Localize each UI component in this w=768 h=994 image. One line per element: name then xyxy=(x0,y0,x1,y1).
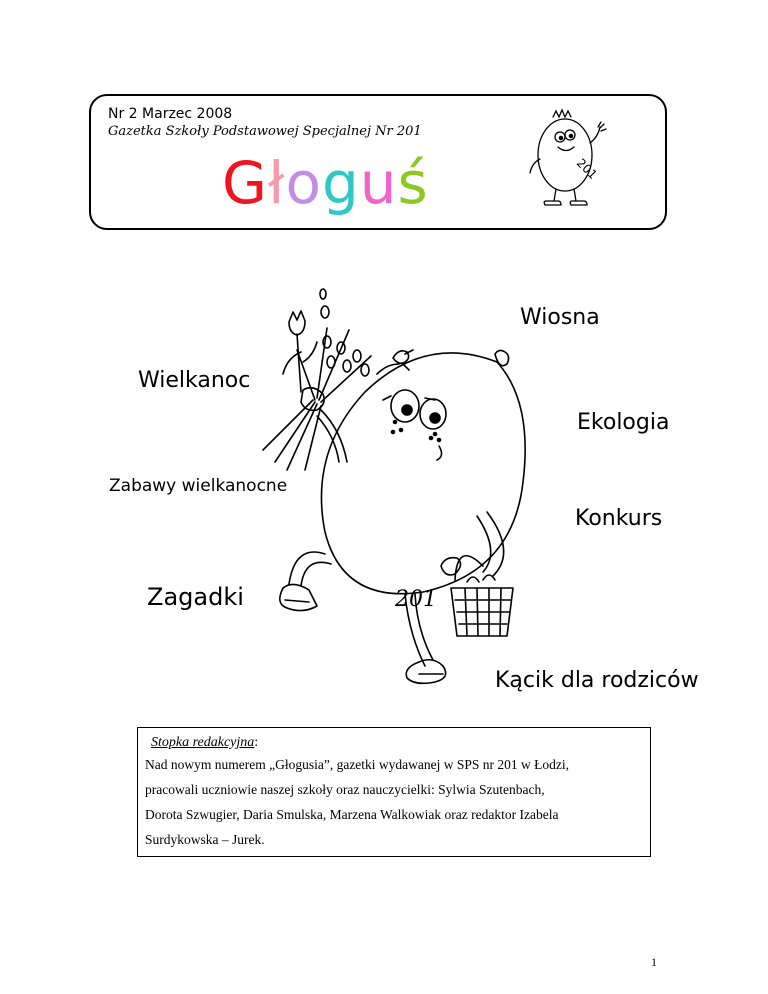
editorial-text xyxy=(145,752,641,852)
newsletter-subtitle: Gazetka Szkoły Podstawowej Specjalnej Nr 201 xyxy=(108,124,422,139)
topic-kacik-dla-rodzicow: Kącik dla rodziców xyxy=(495,668,699,693)
mascot-small-number: 201 xyxy=(573,155,600,182)
title-letter: g xyxy=(321,149,360,217)
newsletter-title xyxy=(222,150,429,216)
topic-wielkanoc: Wielkanoc xyxy=(138,368,251,393)
title-letter: G xyxy=(222,149,268,217)
topic-wiosna: Wiosna xyxy=(520,305,600,330)
topic-zagadki: Zagadki xyxy=(147,583,244,611)
title-letter: u xyxy=(359,149,398,217)
topic-zabawy-wielkanocne: Zabawy wielkanocne xyxy=(109,476,288,496)
title-letter: ś xyxy=(397,149,429,217)
editorial-line: Dorota Szwugier, Daria Smulska, Marzena Walkowiak oraz redaktor Izabela xyxy=(145,807,559,822)
mascot-easter-illustration xyxy=(255,282,545,707)
editorial-line: Surdykowska – Jurek. xyxy=(145,832,265,847)
topic-konkurs: Konkurs xyxy=(575,506,663,531)
mascot-big-number: 201 xyxy=(395,587,437,612)
page-number: 1 xyxy=(651,955,657,969)
editorial-line: pracowali uczniowie naszej szkoły oraz nauczycielki: Sylwia Szutenbach, xyxy=(145,782,545,797)
issue-line: Nr 2 Marzec 2008 xyxy=(108,106,233,122)
editorial-label: Stopka redakcyjna: xyxy=(151,735,259,750)
title-letter: o xyxy=(285,149,322,217)
editorial-line: Nad nowym numerem „Głogusia”, gazetki wydawanej w SPS nr 201 w Łodzi, xyxy=(145,757,570,772)
title-letter: ł xyxy=(267,149,286,217)
topic-ekologia: Ekologia xyxy=(577,410,670,435)
mascot-small-illustration xyxy=(520,103,610,218)
